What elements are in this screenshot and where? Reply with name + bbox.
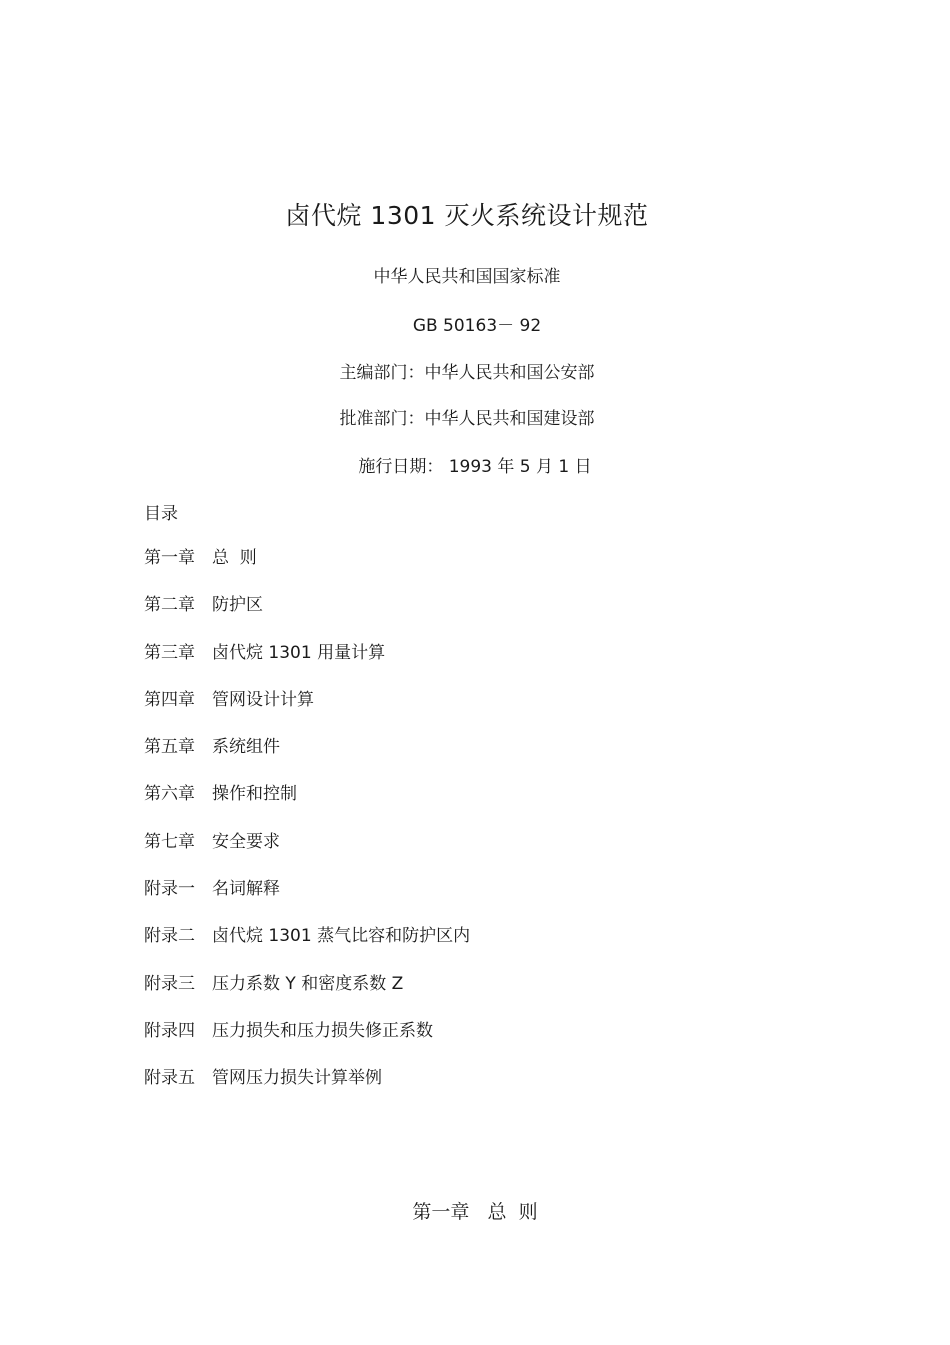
toc-item-number: 附录三 xyxy=(144,973,195,994)
toc-item-number: 附录五 xyxy=(144,1068,195,1089)
toc-item-title: 压力系数 Y 和密度系数 Z xyxy=(212,973,404,994)
toc-item xyxy=(144,877,470,924)
chapter-one-heading: 第一章 总 则 xyxy=(412,1201,538,1223)
toc-item-number: 第五章 xyxy=(144,737,195,758)
toc-item xyxy=(144,972,470,1019)
toc-item-title: 管网压力损失计算举例 xyxy=(212,1068,382,1089)
standard-name: 中华人民共和国国家标准 xyxy=(373,267,561,287)
toc-item xyxy=(144,735,470,782)
toc-item-number: 第四章 xyxy=(144,689,195,710)
toc-item xyxy=(144,1066,470,1113)
toc-item-title: 管网设计计算 xyxy=(212,689,314,710)
toc-item-number: 第三章 xyxy=(144,642,195,663)
toc-item-number: 附录一 xyxy=(144,879,195,900)
toc-item-number: 附录四 xyxy=(144,1020,195,1041)
toc-item-number: 第一章 xyxy=(144,548,195,568)
document-title: 卤代烷 1301 灭火系统设计规范 xyxy=(285,201,649,230)
toc-item-title: 卤代烷 1301 蒸气比容和防护区内 xyxy=(212,926,471,947)
toc-item-title: 总 则 xyxy=(212,548,257,568)
toc-item xyxy=(144,782,470,829)
effective-date-line: 施行日期： 1993 年 5 月 1 日 xyxy=(358,457,592,477)
toc-item xyxy=(144,830,470,877)
toc-item-title: 系统组件 xyxy=(212,737,280,758)
toc-item-title: 卤代烷 1301 用量计算 xyxy=(212,642,386,663)
toc-item xyxy=(144,546,470,593)
editor-line: 主编部门：中华人民共和国公安部 xyxy=(339,363,595,383)
toc-item xyxy=(144,593,470,640)
toc-item-number: 第七章 xyxy=(144,831,195,852)
toc-item-title: 压力损失和压力损失修正系数 xyxy=(212,1020,433,1041)
toc-item xyxy=(144,924,470,971)
toc-item-number: 第二章 xyxy=(144,595,195,616)
toc-item-title: 防护区 xyxy=(212,595,263,616)
toc-heading: 目录 xyxy=(144,504,178,524)
toc-item-number: 附录二 xyxy=(144,926,195,947)
toc-item xyxy=(144,1019,470,1066)
approver-line: 批准部门：中华人民共和国建设部 xyxy=(339,409,595,429)
toc-list xyxy=(144,546,470,1114)
toc-item-title: 操作和控制 xyxy=(212,784,297,805)
toc-item-title: 名词解释 xyxy=(212,879,280,900)
toc-item xyxy=(144,688,470,735)
standard-code: GB 50163－ 92 xyxy=(412,316,542,336)
toc-item-title: 安全要求 xyxy=(212,831,280,852)
toc-item xyxy=(144,641,470,688)
toc-item-number: 第六章 xyxy=(144,784,195,805)
